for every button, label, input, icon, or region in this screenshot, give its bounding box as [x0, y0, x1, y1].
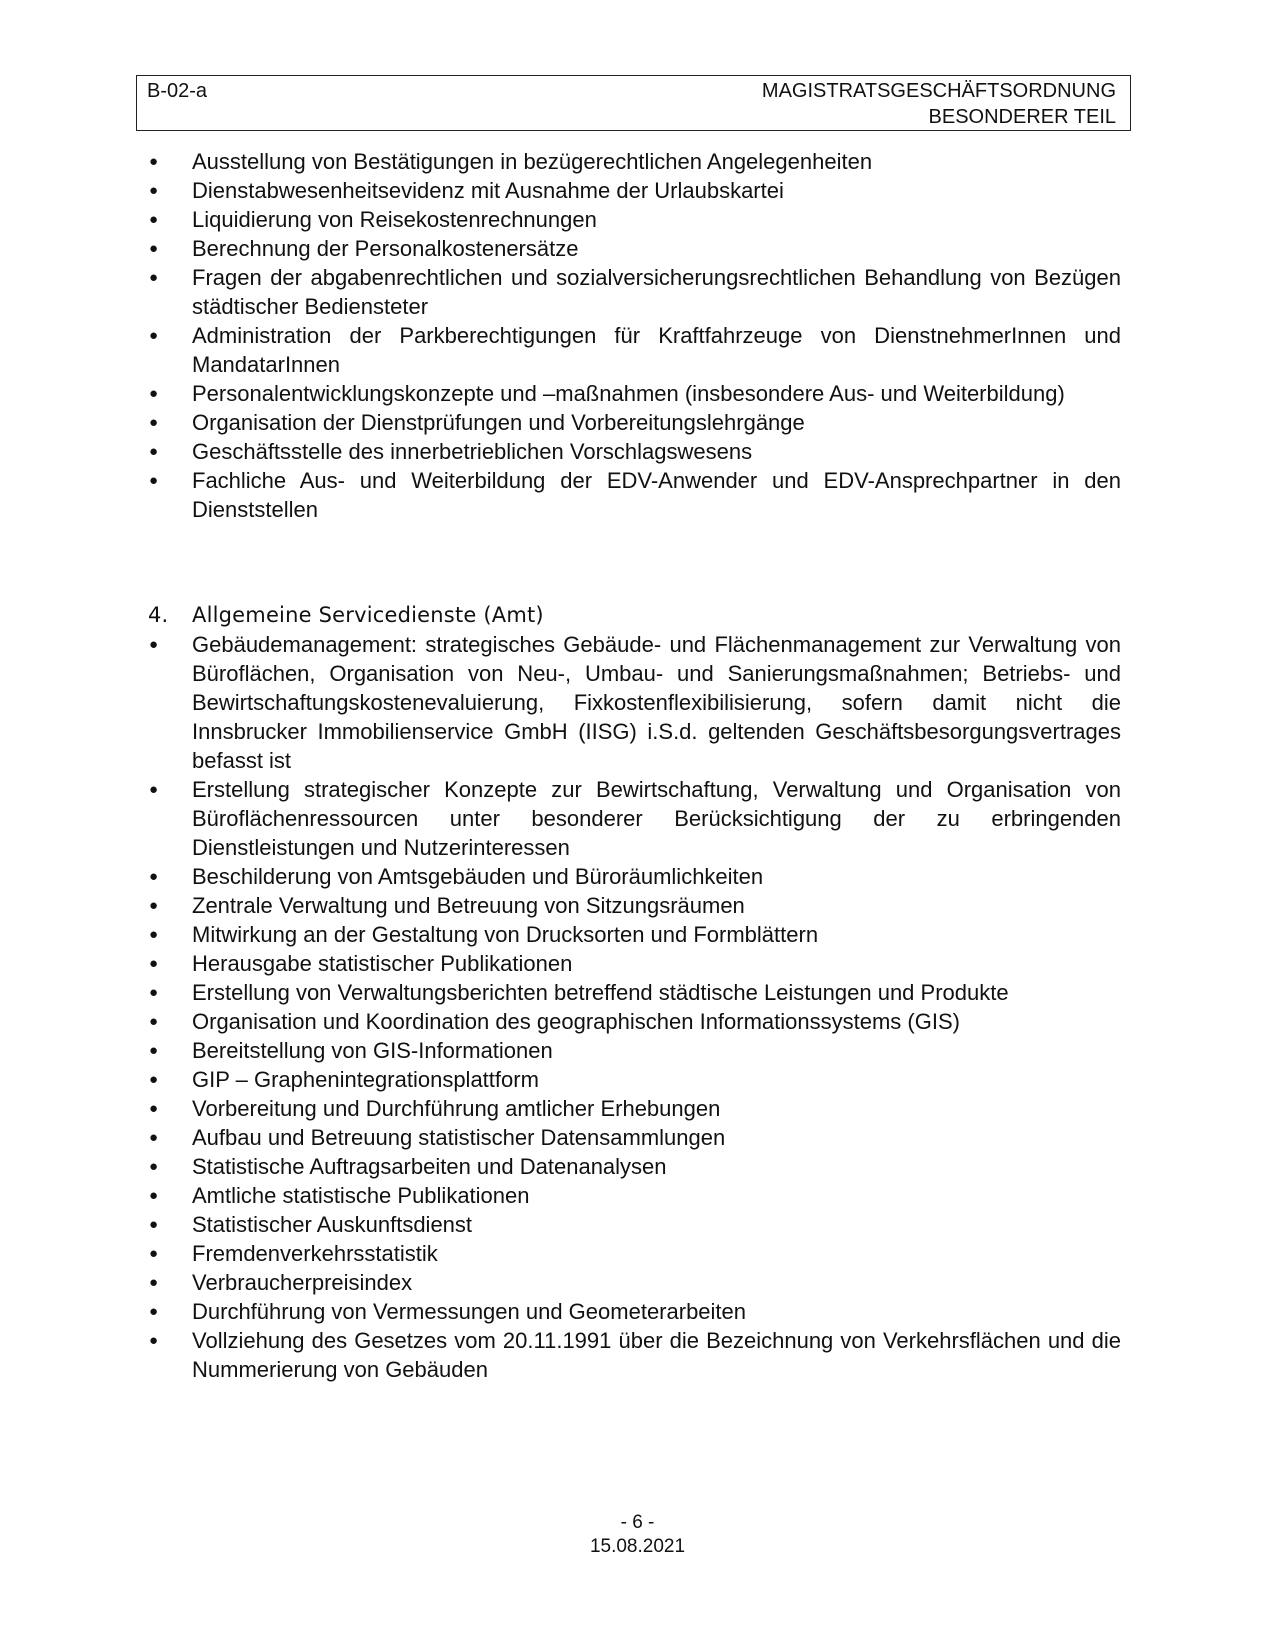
bullet-icon: ● — [149, 1013, 159, 1030]
list-item: ● Beschilderung von Amtsgebäuden und Büroräumlichkeiten — [149, 864, 764, 889]
list-item: ● Fachliche Aus- und Weiterbildung der EDV-Anwender und EDV-Ansprechpartner in den Dienststellen — [149, 468, 1121, 522]
list-item: ● Durchführung von Vermessungen und Geometerarbeiten — [149, 1299, 747, 1324]
page-footer — [0, 1511, 1275, 1559]
list-item: ● Herausgabe statistischer Publikationen — [149, 951, 573, 976]
list-item: ● Fremdenverkehrsstatistik — [149, 1241, 438, 1266]
document-code: B-02-a — [147, 80, 208, 102]
section-heading — [136, 600, 1121, 630]
list-item: ● Organisation und Koordination des geographischen Informationssystems (GIS) — [149, 1009, 960, 1034]
list-item: ● Vorbereitung und Durchführung amtlicher Erhebungen — [149, 1096, 721, 1121]
list-item: ● Amtliche statistische Publikationen — [149, 1183, 530, 1208]
bullet-icon: ● — [149, 269, 159, 286]
list-item: ● Liquidierung von Reisekostenrechnungen — [149, 207, 597, 232]
bullet-icon: ● — [149, 636, 159, 653]
bullet-icon: ● — [149, 1042, 159, 1059]
bullet-icon: ● — [149, 1071, 159, 1088]
list-item: ● Ausstellung von Bestätigungen in bezügerechtlichen Angelegenheiten — [149, 149, 873, 174]
page-content — [136, 147, 1121, 1384]
bullet-icon: ● — [149, 897, 159, 914]
bullet-icon: ● — [149, 240, 159, 257]
header-title-line-2: BESONDERER TEIL — [928, 106, 1116, 128]
list-item: ● GIP – Graphenintegrationsplattform — [149, 1067, 539, 1092]
bullet-icon: ● — [149, 1158, 159, 1175]
list-item: ● Fragen der abgabenrechtlichen und sozialversicherungsrechtlichen Behandlung von Bezügen städtischer Bediensteter — [149, 265, 1121, 319]
section-title: Allgemeine Servicedienste (Amt) — [192, 603, 544, 627]
bullet-icon: ● — [149, 1332, 159, 1349]
bullet-icon: ● — [149, 1303, 159, 1320]
bullet-icon: ● — [149, 1216, 159, 1233]
list-item: ● Administration der Parkberechtigungen für Kraftfahrzeuge von DienstnehmerInnen und MandatarInnen — [149, 323, 1121, 377]
bullet-icon: ● — [149, 414, 159, 431]
list-item: ● Statistischer Auskunftsdienst — [149, 1212, 473, 1237]
footer-date: 15.08.2021 — [589, 1536, 686, 1557]
section-number: 4. — [148, 603, 169, 627]
list-item: ● Bereitstellung von GIS-Informationen — [149, 1038, 553, 1063]
list-item: ● Berechnung der Personalkostenersätze — [149, 236, 579, 261]
bullet-icon: ● — [149, 327, 159, 344]
header-title-line-1: MAGISTRATSGESCHÄFTSORDNUNG — [761, 80, 1116, 102]
list-item: ● Statistische Auftragsarbeiten und Datenanalysen — [149, 1154, 667, 1179]
header-title — [762, 78, 1116, 130]
bullet-icon: ● — [149, 443, 159, 460]
section-spacer — [136, 524, 1121, 600]
page-number: - 6 - — [620, 1512, 655, 1533]
bullet-icon: ● — [149, 868, 159, 885]
list-item: ● Mitwirkung an der Gestaltung von Drucksorten und Formblättern — [149, 922, 819, 947]
list-item: ● Zentrale Verwaltung und Betreuung von Sitzungsräumen — [149, 893, 745, 918]
bullet-list-section-4 — [136, 630, 1121, 1384]
page-header — [136, 75, 1131, 131]
bullet-icon: ● — [149, 1187, 159, 1204]
bullet-icon: ● — [149, 211, 159, 228]
bullet-icon: ● — [149, 472, 159, 489]
list-item: ● Erstellung strategischer Konzepte zur Bewirtschaftung, Verwaltung und Organisation von Büroflächenressourcen unter besonderer Berücksichtigung der zu erbringenden Dienstleistungen und Nutzerinteressen — [149, 777, 1121, 860]
bullet-icon: ● — [149, 955, 159, 972]
list-item: ● Aufbau und Betreuung statistischer Datensammlungen — [149, 1125, 726, 1150]
list-item: ● Dienstabwesenheitsevidenz mit Ausnahme der Urlaubskartei — [149, 178, 784, 203]
bullet-icon: ● — [149, 153, 159, 170]
list-item: ● Personalentwicklungskonzepte und –maßnahmen (insbesondere Aus- und Weiterbildung) — [149, 381, 1065, 406]
bullet-icon: ● — [149, 926, 159, 943]
list-item: ● Verbraucherpreisindex — [149, 1270, 413, 1295]
list-item: ● Geschäftsstelle des innerbetrieblichen Vorschlagswesens — [149, 439, 753, 464]
bullet-icon: ● — [149, 1274, 159, 1291]
bullet-icon: ● — [149, 1129, 159, 1146]
list-item: ● Erstellung von Verwaltungsberichten betreffend städtische Leistungen und Produkte — [149, 980, 1009, 1005]
list-item: ● Gebäudemanagement: strategisches Gebäude- und Flächenmanagement zur Verwaltung von Büroflächen, Organisation von Neu-, Umbau- und Sanierungsmaßnahmen; Betriebs- und Bewirtschaftungskostenevaluierung, Fixkostenflexibilisierung, sofern damit nicht die Innsbrucker Immobilienservice GmbH (IISG) i.S.d. geltenden Geschäftsbesorgungsvertrages befasst ist — [149, 632, 1121, 773]
list-item: ● Vollziehung des Gesetzes vom 20.11.1991 über die Bezeichnung von Verkehrsflächen und die Nummerierung von Gebäuden — [149, 1328, 1121, 1382]
bullet-icon: ● — [149, 385, 159, 402]
bullet-list-top — [136, 147, 1121, 524]
bullet-icon: ● — [149, 1245, 159, 1262]
bullet-icon: ● — [149, 781, 159, 798]
list-item: ● Organisation der Dienstprüfungen und Vorbereitungslehrgänge — [149, 410, 805, 435]
bullet-icon: ● — [149, 182, 159, 199]
bullet-icon: ● — [149, 984, 159, 1001]
bullet-icon: ● — [149, 1100, 159, 1117]
